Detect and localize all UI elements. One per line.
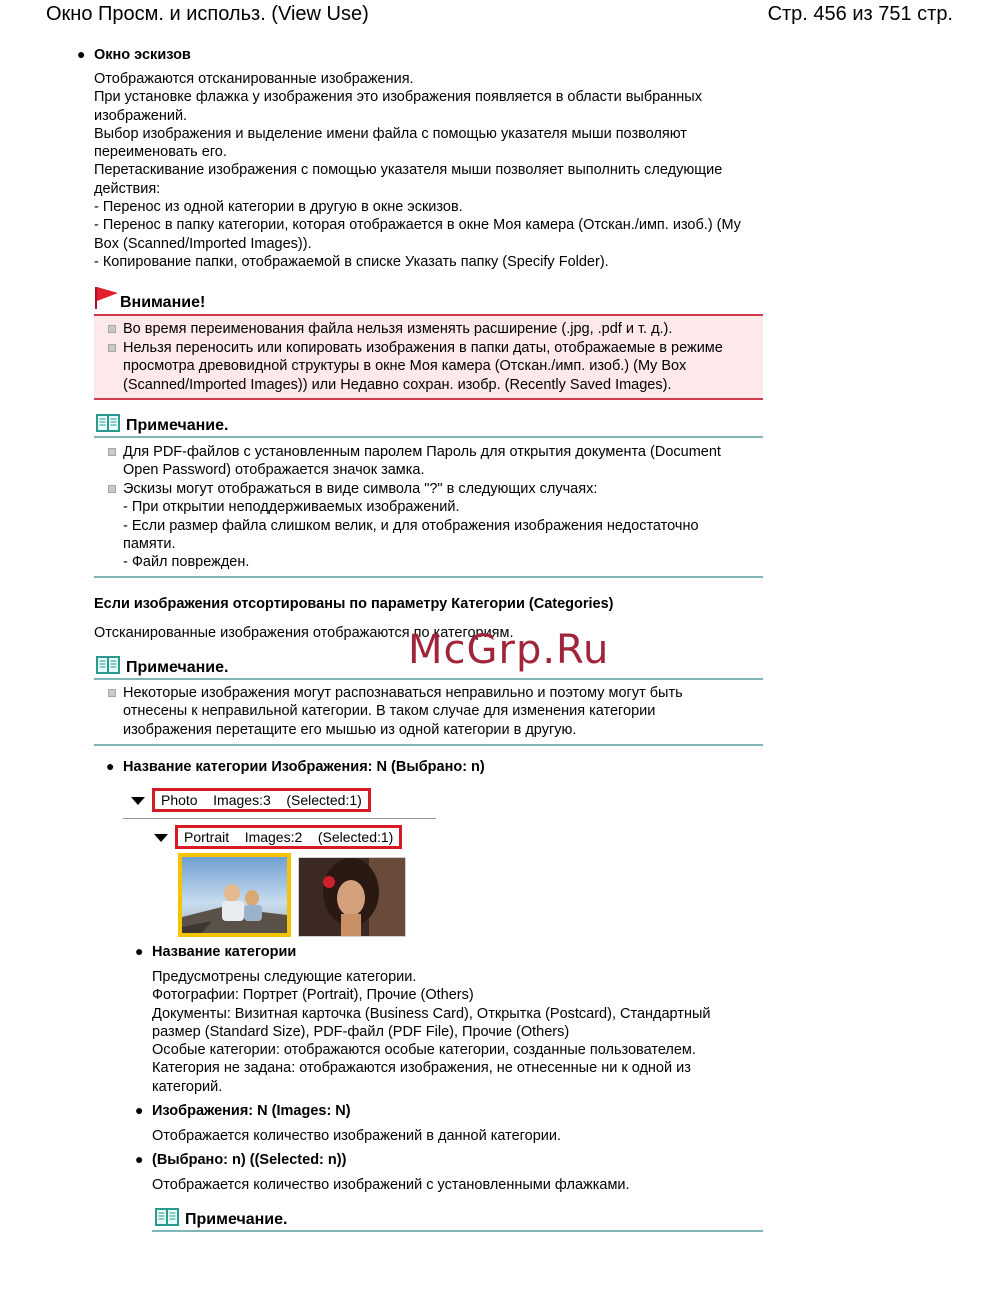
category-label: Portrait [184,829,230,845]
text-line: Эскизы могут отображаться в виде символа "?" в следующих случаях: [123,481,598,497]
bullet-dot: ● [135,1102,144,1118]
divider [94,678,763,680]
thumbnail-selected[interactable] [178,853,291,937]
book-icon [154,1207,180,1227]
category-name-heading: Название категории Изображения: N (Выбрано: n) [123,759,485,775]
sub-item-heading: Изображения: N (Images: N) [152,1103,351,1119]
text-line: Выбор изображения и выделение имени файла с помощью указателя мыши позволяют [94,125,687,142]
sub-item-text: Отображается количество изображений с установленными флажками. [152,1177,630,1193]
text-line: (Scanned/Imported Images)) или Недавно сохран. изобр. (Recently Saved Images). [123,376,672,393]
bullet-dot: ● [77,46,86,62]
square-bullet-icon [108,485,116,493]
text-line: Фотографии: Портрет (Portrait), Прочие (Others) [152,987,474,1004]
thumb-section-text [94,70,741,271]
text-line: размер (Standard Size), PDF-файл (PDF File), Прочие (Others) [152,1023,570,1040]
text-line: изображения перетащите его мышью из одной категории в другую. [123,721,577,738]
caution-item [123,320,672,338]
sub-item-heading: (Выбрано: n) ((Selected: n)) [152,1152,347,1168]
text-line: Некоторые изображения могут распознаваться неправильно и поэтому могут быть [123,685,683,701]
text-line: - Файл поврежден. [123,554,250,571]
text-line: отнесены к неправильной категории. В таком случае для изменения категории [123,703,656,720]
text-line: просмотра древовидной структуры в окне Моя камера (Отскан./имп. изоб.) (My Box [123,358,687,375]
text-line: Категория не задана: отображаются изображения, не отнесенные ни к одной из [152,1060,691,1077]
sub-item-heading: Название категории [152,944,297,960]
text-line: Отображаются отсканированные изображения. [94,71,414,87]
note-title: Примечание. [126,659,229,676]
divider [123,818,436,819]
divider [152,1230,763,1232]
text-line: Box (Scanned/Imported Images)). [94,235,312,252]
caution-item [123,339,723,394]
text-line: Open Password) отображается значок замка. [123,462,425,479]
text-line: категорий. [152,1078,223,1095]
text-line: Для PDF-файлов с установленным паролем Пароль для открытия документа (Document [123,444,721,460]
divider [94,436,763,438]
red-flag-icon [94,286,120,310]
selected-count: (Selected:1) [286,792,362,808]
category-label: Photo [161,792,198,808]
text-line: При установке флажка у изображения это изображения появляется в области выбранных [94,89,702,106]
images-count: Images:2 [244,829,303,845]
categories-heading: Если изображения отсортированы по параметру Категории (Categories) [94,596,614,612]
thumbnail[interactable] [298,857,406,937]
page-counter: Стр. 456 из 751 стр. [767,3,953,25]
note-item [123,443,721,480]
collapse-arrow-icon[interactable] [154,834,168,842]
text-line: действия: [94,180,161,197]
bullet-dot: ● [135,943,144,959]
watermark: McGrp.Ru [408,627,610,673]
text-line: Нельзя переносить или копировать изображения в папки даты, отображаемые в режиме [123,340,723,356]
text-line: Во время переименования файла нельзя изменять расширение (.jpg, .pdf и т. д.). [123,321,673,337]
thumb-section-heading: Окно эскизов [94,47,191,63]
couple-photo-thumbnail [182,857,287,933]
text-line: - Перенос в папку категории, которая отображается в окне Моя камера (Отскан./имп. изоб.) (My [94,217,741,234]
collapse-arrow-icon[interactable] [131,797,145,805]
text-line: переименовать его. [94,144,227,161]
text-line: - Копирование папки, отображаемой в списке Указать папку (Specify Folder). [94,253,609,270]
divider [94,576,763,578]
divider [94,744,763,746]
document-title: Окно Просм. и использ. (View Use) [46,3,369,25]
category-row-photo[interactable] [152,788,371,812]
bullet-dot: ● [135,1151,144,1167]
caution-title: Внимание! [120,294,206,311]
text-line: Особые категории: отображаются особые категории, созданные пользователем. [152,1042,696,1059]
images-count: Images:3 [213,792,271,808]
sub-item-text: Отображается количество изображений в данной категории. [152,1128,561,1144]
text-line: - При открытии неподдерживаемых изображений. [123,499,460,516]
text-line: - Перенос из одной категории в другую в окне эскизов. [94,199,463,216]
note-title: Примечание. [126,417,229,434]
note-item [123,684,683,739]
note-item [123,480,699,571]
text-line: - Если размер файла слишком велик, и для отображения изображения недостаточно [123,517,699,534]
category-row-portrait[interactable] [175,825,402,849]
note-title: Примечание. [185,1211,288,1228]
book-icon [95,655,121,675]
selected-count: (Selected:1) [317,829,394,845]
sub-item-text [152,968,710,1096]
square-bullet-icon [108,344,116,352]
categories-text: Отсканированные изображения отображаются по категориям. [94,625,514,641]
bullet-dot: ● [106,758,115,774]
text-line: Документы: Визитная карточка (Business Card), Открытка (Postcard), Стандартный [152,1005,711,1022]
text-line: изображений. [94,107,188,124]
square-bullet-icon [108,689,116,697]
square-bullet-icon [108,325,116,333]
text-line: памяти. [123,535,176,552]
text-line: Предусмотрены следующие категории. [152,969,417,985]
text-line: Перетаскивание изображения с помощью указателя мыши позволяет выполнить следующие [94,162,723,179]
square-bullet-icon [108,448,116,456]
portrait-photo-thumbnail [299,858,405,936]
book-icon [95,413,121,433]
